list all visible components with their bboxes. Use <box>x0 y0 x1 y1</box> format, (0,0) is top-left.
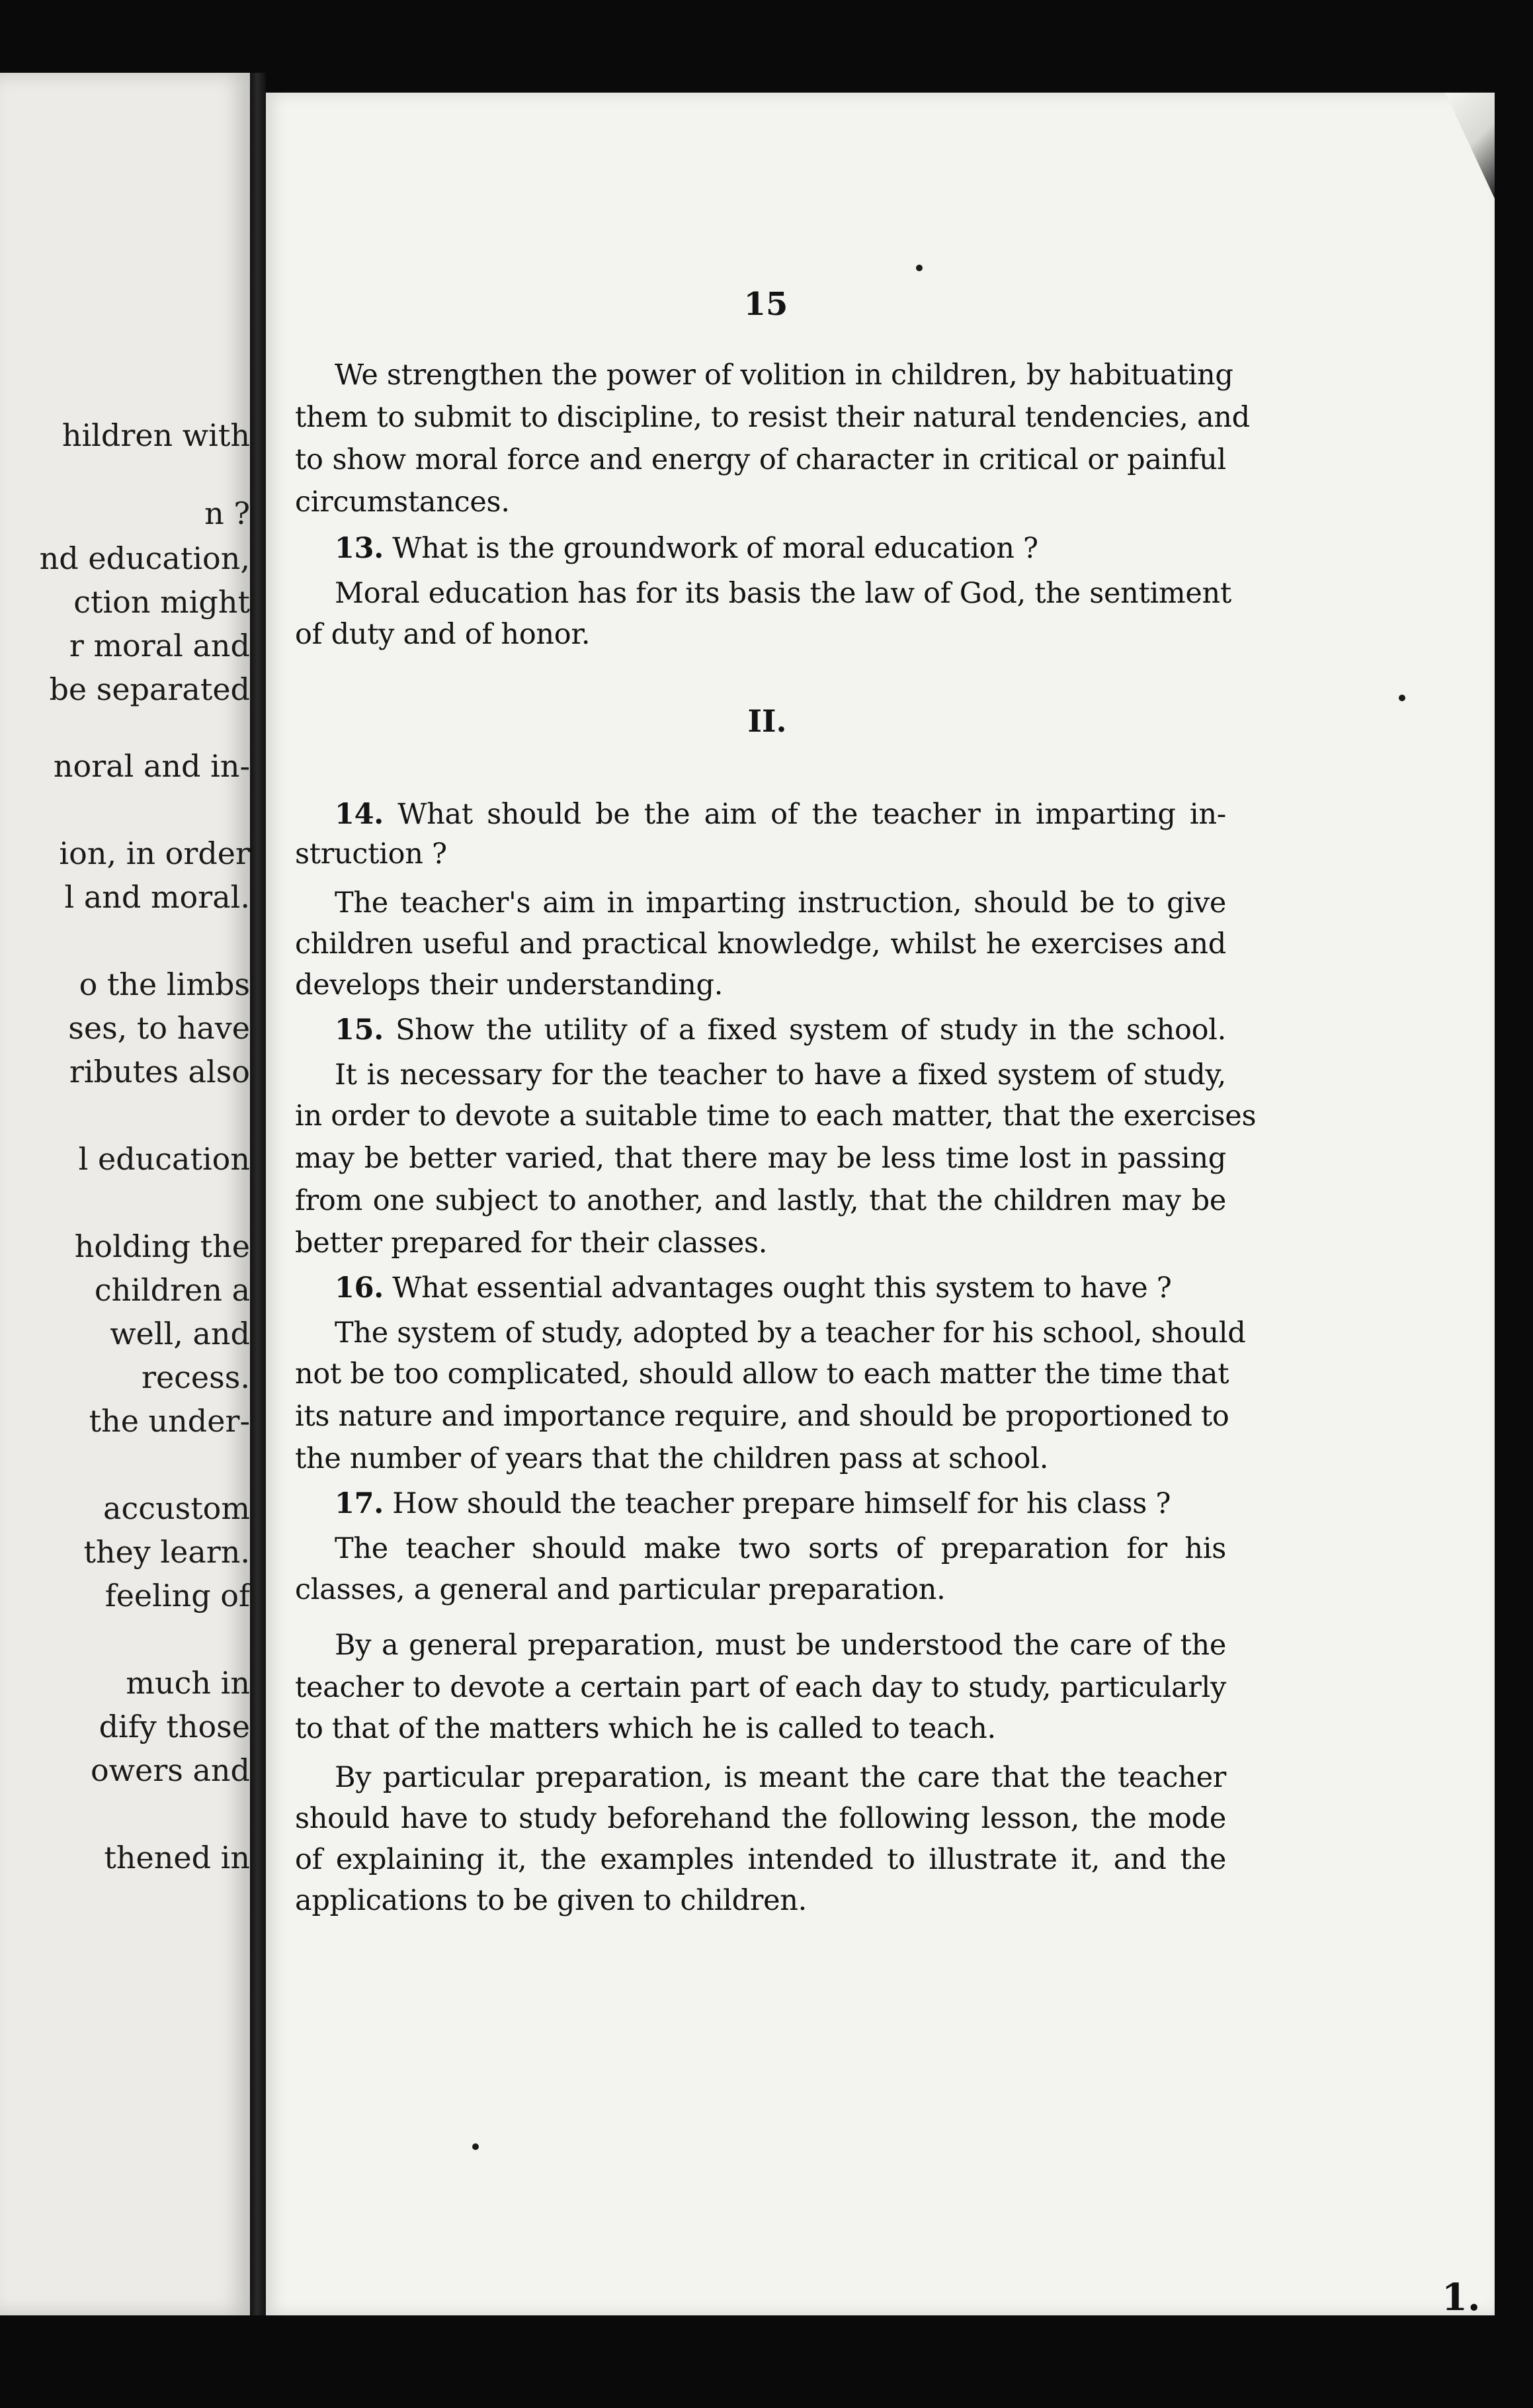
body-line: We strengthen the power of volition in children, by habituating <box>335 359 1233 392</box>
left-page-fragment: the under- <box>89 1403 250 1439</box>
left-page-fragment: n ? <box>204 495 250 531</box>
answer-line: better prepared for their classes. <box>295 1226 768 1260</box>
question-16 <box>335 1268 1226 1309</box>
left-page-fragment: owers and <box>90 1752 250 1788</box>
left-page-fragment: ion, in order <box>59 836 250 871</box>
book-gutter <box>250 73 266 2315</box>
question-number: 13. <box>335 532 384 565</box>
paragraph-line: applications to be given to children. <box>295 1884 808 1917</box>
left-page-fragment: r moral and <box>69 628 250 664</box>
paragraph-line: By a general preparation, must be understood the care of the <box>335 1629 1226 1662</box>
question-continuation: struction ? <box>295 838 447 871</box>
answer-line: may be better varied, that there may be less time lost in passing <box>295 1142 1226 1175</box>
body-line: circumstances. <box>295 486 510 519</box>
scan-right-border <box>1495 99 1533 2322</box>
question-number: 17. <box>335 1487 384 1520</box>
scan-speck <box>916 265 923 271</box>
question-17 <box>335 1483 1226 1524</box>
answer-line: of duty and of honor. <box>295 618 591 651</box>
scan-bottom-border <box>0 2315 1533 2408</box>
left-page-fragment: o the limbs <box>79 967 250 1002</box>
left-page-fragment: l and moral. <box>64 879 250 915</box>
question-13 <box>335 528 1226 569</box>
question-14 <box>335 794 1226 835</box>
question-text: What should be the aim of the teacher in imparting in- <box>397 798 1226 831</box>
question-15 <box>335 1010 1226 1051</box>
question-number: 14. <box>335 798 384 831</box>
left-page-fragment: l education <box>78 1141 250 1177</box>
answer-line: the number of years that the children pass at school. <box>295 1442 1049 1475</box>
left-page-fragment: recess. <box>141 1359 250 1395</box>
paragraph-line: teacher to devote a certain part of each day to study, particularly <box>295 1671 1226 1704</box>
left-page-fragment: noral and in- <box>53 748 250 784</box>
answer-line: The teacher's aim in imparting instruction, should be to give <box>335 886 1226 920</box>
left-page-fragment: be separated <box>49 671 250 707</box>
corner-mark: 1. <box>1442 2276 1481 2319</box>
question-text: What essential advantages ought this system to have ? <box>392 1271 1172 1305</box>
page-number: 15 <box>743 286 788 323</box>
body-line: them to submit to discipline, to resist their natural tendencies, and <box>295 401 1250 434</box>
answer-line: not be too complicated, should allow to each matter the time that <box>295 1357 1229 1391</box>
left-page-fragment: much in <box>126 1665 250 1701</box>
question-text: What is the groundwork of moral education ? <box>392 532 1038 565</box>
left-page-fragment: well, and <box>110 1316 250 1352</box>
answer-line: from one subject to another, and lastly, that the children may be <box>295 1184 1226 1217</box>
answer-line: its nature and importance require, and should be proportioned to <box>295 1400 1229 1433</box>
question-number: 16. <box>335 1271 384 1305</box>
left-page-fragment: ses, to have <box>68 1010 250 1046</box>
question-number: 15. <box>335 1013 384 1047</box>
left-page-fragment: ributes also <box>69 1054 250 1090</box>
paragraph-line: should have to study beforehand the following lesson, the mode <box>295 1802 1226 1835</box>
left-page <box>0 73 250 2315</box>
answer-line: The system of study, adopted by a teacher for his school, should <box>335 1316 1246 1350</box>
answer-line: The teacher should make two sorts of preparation for his <box>335 1532 1226 1565</box>
answer-line: children useful and practical knowledge, whilst he exercises and <box>295 927 1226 961</box>
answer-line: develops their understanding. <box>295 968 724 1002</box>
paragraph-line: of explaining it, the examples intended to illustrate it, and the <box>295 1843 1226 1876</box>
scan-speck <box>472 2143 479 2150</box>
left-page-fragment: holding the <box>74 1228 250 1264</box>
answer-line: Moral education has for its basis the law of God, the sentiment <box>335 577 1231 610</box>
left-page-fragment: ction might <box>73 584 250 620</box>
left-page-fragment: hildren with <box>62 417 250 453</box>
left-page-fragment: feeling of <box>104 1578 250 1613</box>
scan-speck <box>1399 695 1405 701</box>
question-text: Show the utility of a fixed system of study in the school. <box>395 1013 1227 1047</box>
left-page-fragment: they learn. <box>83 1534 250 1570</box>
section-heading: II. <box>747 703 787 739</box>
answer-line: in order to devote a suitable time to each matter, that the exercises <box>295 1099 1257 1133</box>
left-page-fragment: accustom <box>103 1490 250 1526</box>
question-text: How should the teacher prepare himself for his class ? <box>392 1487 1171 1520</box>
body-line: to show moral force and energy of character in critical or painful <box>295 443 1226 476</box>
left-page-fragment: children a <box>94 1272 250 1308</box>
left-page-fragment: dify those <box>99 1709 250 1744</box>
answer-line: classes, a general and particular preparation. <box>295 1573 946 1606</box>
paragraph-line: By particular preparation, is meant the care that the teacher <box>335 1761 1226 1794</box>
left-page-fragment: nd education, <box>39 540 250 576</box>
left-page-fragment: thened in <box>104 1840 250 1875</box>
paragraph-line: to that of the matters which he is called to teach. <box>295 1712 996 1745</box>
answer-line: It is necessary for the teacher to have a fixed system of study, <box>335 1058 1226 1092</box>
